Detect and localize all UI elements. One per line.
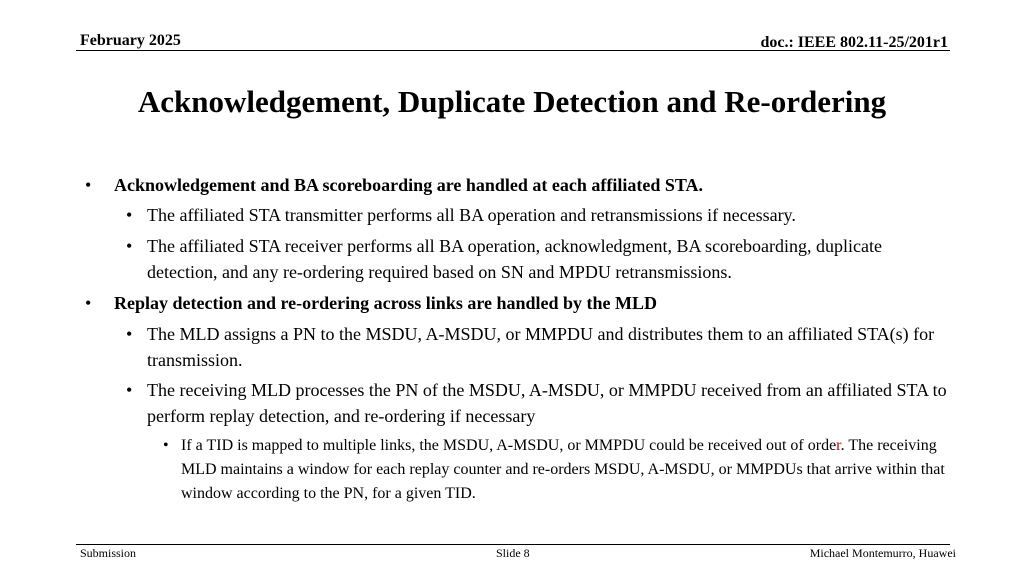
footer-submission: Submission (80, 546, 137, 560)
sub-bullet-text: The receiving MLD processes the PN of the MSDU, A-MSDU, or MMPDU received from an affiliated STA to perform replay detection, and re-ordering if necessary (147, 380, 947, 426)
slide-title: Acknowledgement, Duplicate Detection and Re-ordering (137, 84, 887, 119)
sub-bullet-symbol: • (126, 205, 133, 225)
sub-bullet-item (126, 377, 947, 429)
sub-sub-bullet-text-red: r (836, 437, 841, 454)
sub-bullet-text: The affiliated STA receiver performs all BA operation, acknowledgment, BA scoreboarding, duplicate detection, and any re-ordering required based on SN and MPDU retransmissions. (147, 236, 882, 282)
bullet-text: Replay detection and re-ordering across links are handled by the MLD (114, 293, 658, 313)
sub-bullet-item (126, 202, 947, 228)
sub-bullet-symbol: • (126, 324, 133, 344)
footer-author: Michael Montemurro, Huawei (809, 546, 956, 560)
footer-rule (76, 544, 950, 545)
bullet-text: Acknowledgement and BA scoreboarding are handled at each affiliated STA. (114, 175, 704, 195)
sub-bullet-item (126, 233, 947, 285)
header-doc-id: doc.: IEEE 802.11-25/201r1 (760, 34, 948, 51)
sub-sub-bullet-symbol: • (163, 437, 169, 454)
header-rule (76, 50, 950, 51)
bullet-symbol: • (85, 175, 92, 195)
sub-bullet-text: The affiliated STA transmitter performs all BA operation and retransmissions if necessary. (147, 205, 796, 225)
sub-sub-bullet-item (163, 434, 951, 506)
footer-slide-number: Slide 8 (496, 546, 530, 560)
sub-sub-bullet-text-start: If a TID is mapped to multiple links, the MSDU, A-MSDU, or MMPDU could be received out of orde (181, 437, 837, 454)
bullet-item (85, 290, 944, 316)
sub-bullet-symbol: • (126, 236, 133, 256)
bullet-item (85, 172, 944, 198)
sub-sub-bullet-text-end: . The receiving MLD maintains a window for each replay counter and re-orders MSDU, A-MSDU, or MMPDUs that arrive within that window according to the PN, for a given TID. (181, 437, 945, 502)
sub-bullet-symbol: • (126, 380, 133, 400)
sub-bullet-text: The MLD assigns a PN to the MSDU, A-MSDU, or MMPDU and distributes them to an affiliated STA(s) for transmission. (147, 324, 935, 370)
sub-bullet-item (126, 321, 947, 373)
bullet-symbol: • (85, 293, 92, 313)
header-date: February 2025 (80, 32, 181, 49)
